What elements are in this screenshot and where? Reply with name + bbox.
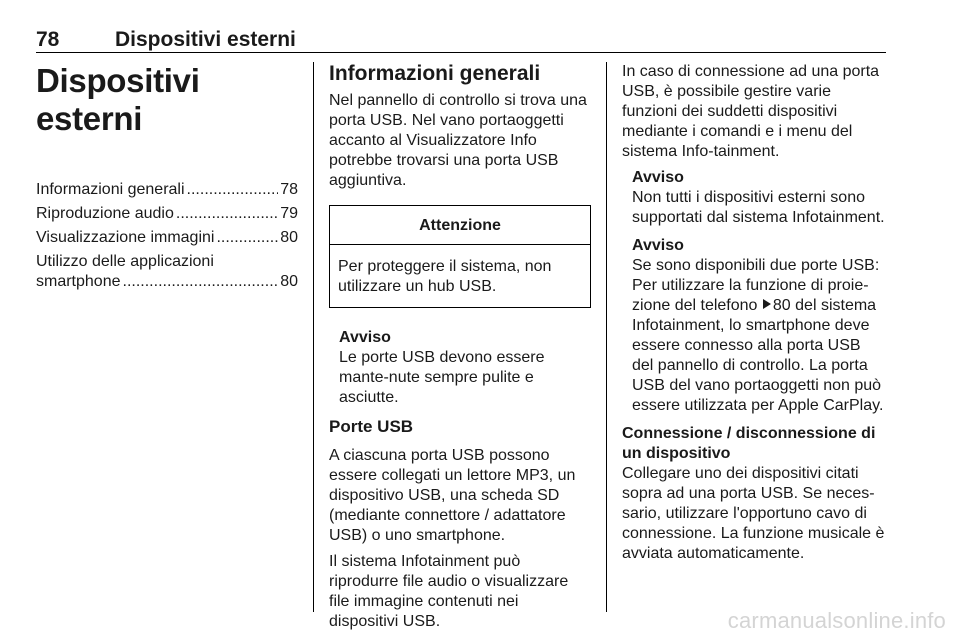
column-divider (313, 62, 314, 612)
usb-details-column (622, 62, 886, 570)
toc-entry-page: 79 (280, 205, 298, 222)
note-text: Le porte USB devono essere mante-nute sempre pulite e asciutte. (339, 349, 545, 406)
general-info-column (329, 62, 591, 638)
connection-paragraph: Collegare uno dei dispositivi citati sopra ad una porta USB. Se neces-sario, utilizzare l'opportuno cavo di connessione. La funzione musicale è avviata automaticamente. (622, 465, 885, 562)
toc-entry[interactable] (36, 204, 298, 224)
note-text (632, 256, 886, 416)
triangle-right-icon (763, 299, 771, 309)
warning-text: Per proteggere il sistema, non utilizzare un hub USB. (338, 258, 552, 295)
note-text-part: del sistema Infotainment, lo smartphone deve essere connesso alla porta USB del pannello di controllo. La porta USB del vano portaoggetti non può essere utilizzata per Apple CarPlay. (632, 297, 884, 414)
warning-box (329, 205, 591, 308)
toc-entry-label: Informazioni generali (36, 181, 185, 198)
toc-leader (123, 272, 279, 292)
section-title: Informazioni generali (329, 62, 541, 85)
toc-entry-page: 78 (280, 181, 298, 198)
toc-column (36, 62, 298, 292)
intro-paragraph: Nel pannello di controllo si trova una porta USB. Nel vano portaoggetti accanto al Visualizzatore Info potrebbe trovarsi una porta USB aggiuntiva. (329, 92, 587, 189)
toc-entry-label: Riproduzione audio (36, 205, 174, 222)
toc-entry[interactable] (36, 252, 298, 292)
page-reference[interactable]: 80 (772, 297, 791, 314)
toc-entry-label-cont: smartphone (36, 273, 121, 290)
note-text-part: Se sono disponibili due porte USB: Per utilizzare la funzione di proie-zione del telefono (632, 257, 880, 314)
note-heading: Avviso (632, 237, 684, 254)
toc-leader (216, 228, 278, 248)
toc-entry-page: 80 (280, 229, 298, 246)
toc-leader (187, 180, 279, 200)
note-block (632, 236, 886, 416)
usb-functions-paragraph: In caso di connessione ad una porta USB, è possibile gestire varie funzioni dei suddetti dispositivi mediante i comandi e i menu del sistema Info-tainment. (622, 63, 880, 160)
usb-paragraph: A ciascuna porta USB possono essere collegati un lettore MP3, un dispositivo USB, una scheda SD (mediante connettore / adattatore USB) o uno smartphone. (329, 447, 576, 544)
note-text: Non tutti i dispositivi esterni sono supportati dal sistema Infotainment. (632, 189, 885, 226)
note-heading: Avviso (339, 329, 391, 346)
note-block (339, 328, 591, 408)
note-block (632, 168, 886, 228)
running-title: Dispositivi esterni (115, 28, 296, 51)
page-number: 78 (36, 28, 60, 51)
note-heading: Avviso (632, 169, 684, 186)
watermark: carmanualsonline.info (727, 608, 946, 633)
toc-entry[interactable] (36, 180, 298, 200)
warning-heading: Attenzione (330, 206, 590, 245)
connection-heading: Connessione / disconnessione di un dispositivo (622, 425, 876, 462)
toc-entry[interactable] (36, 228, 298, 248)
column-divider (606, 62, 607, 612)
toc-leader (176, 204, 278, 224)
usb-ports-title: Porte USB (329, 417, 414, 436)
toc-entry-label: Utilizzo delle applicazioni (36, 253, 214, 270)
chapter-title: Dispositivi esterni (36, 62, 200, 137)
toc-entry-label: Visualizzazione immagini (36, 229, 215, 246)
toc-entry-page: 80 (280, 273, 298, 290)
page-header (36, 28, 886, 53)
usb-paragraph: Il sistema Infotainment può riprodurre file audio o visualizzare file immagine contenuti nei dispositivi USB. (329, 553, 569, 630)
